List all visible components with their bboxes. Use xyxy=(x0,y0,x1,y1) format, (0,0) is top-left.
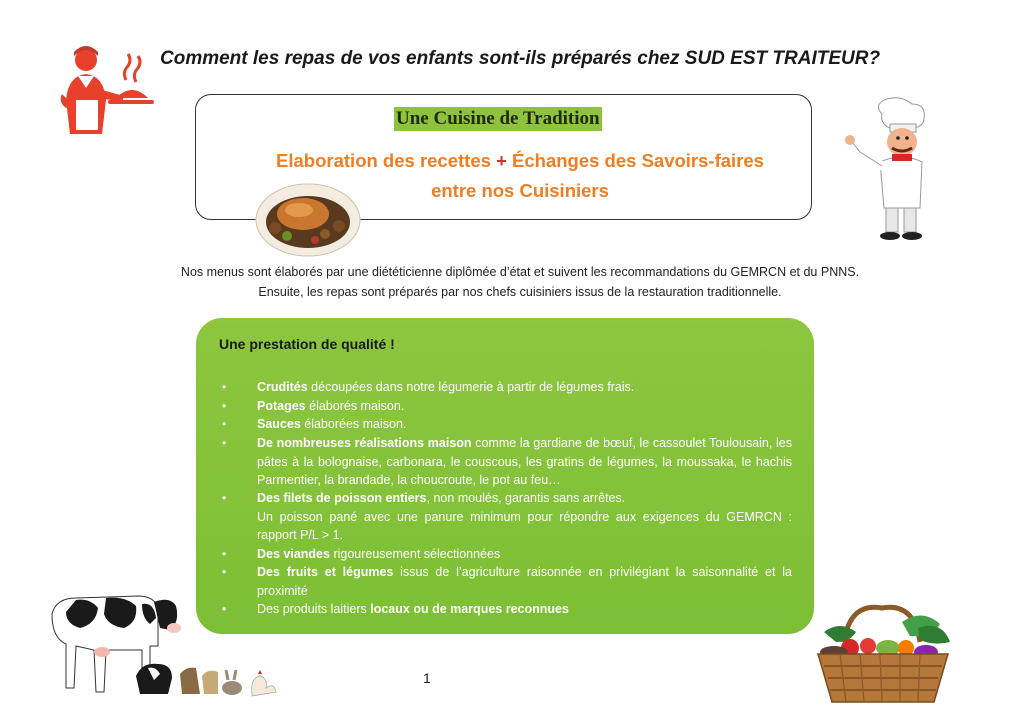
item-bold: Crudités xyxy=(257,380,308,394)
tradition-label: Une Cuisine de Tradition xyxy=(396,108,600,129)
bullet-icon: • xyxy=(222,547,227,561)
quality-heading: Une prestation de qualité ! xyxy=(219,336,395,352)
list-item-meat xyxy=(257,545,792,564)
item-text: élaborés maison. xyxy=(305,399,405,413)
bullet-icon: • xyxy=(222,491,227,505)
tradition-line-1 xyxy=(230,150,810,172)
waiter-illustration xyxy=(52,42,156,142)
item-text: rigoureusement sélectionnées xyxy=(329,547,501,561)
vegetable-basket-illustration xyxy=(810,602,956,706)
page-title: Comment les repas de vos enfants sont-ils préparés chez SUD EST TRAITEUR? xyxy=(160,48,881,69)
item-text: comme la gardiane de bœuf, le cassoulet Toulousain, les pâtes à la bolognaise, carbonara, le couscous, les gratins de légumes, la moussaka, le hachis Parmentier, la brandade, la choucroute, le pot au feu… xyxy=(257,436,792,487)
list-item-dairy xyxy=(257,600,792,619)
plus-sign: + xyxy=(496,150,507,171)
item-extra-text: Un poisson pané avec une panure minimum pour répondre aux exigences du GEMRCN : rapport P/L > 1. xyxy=(257,509,792,542)
recipes-text: Elaboration des recettes xyxy=(276,150,491,171)
farm-animals-illustration xyxy=(46,584,286,704)
item-bold: locaux ou de marques reconnues xyxy=(370,602,569,616)
roast-chicken-image xyxy=(255,176,361,258)
item-bold: Sauces xyxy=(257,417,301,431)
list-item-fish xyxy=(257,489,792,545)
bullet-icon: • xyxy=(222,399,227,413)
bullet-icon: • xyxy=(222,602,227,616)
item-text: , non moulés, garantis sans arrêtes. xyxy=(426,491,626,505)
list-item-potages xyxy=(257,397,792,416)
item-bold: De nombreuses réalisations maison xyxy=(257,436,472,450)
item-text: découpées dans notre légumerie à partir de légumes frais. xyxy=(307,380,635,394)
item-bold: Potages xyxy=(257,399,306,413)
page-number: 1 xyxy=(423,670,431,686)
item-bold: Des viandes xyxy=(257,547,330,561)
item-text: issus de l’agriculture raisonnée en privilégiant la saisonnalité et la proximité xyxy=(257,565,792,598)
item-bold: Des filets de poisson entiers xyxy=(257,491,427,505)
bullet-icon: • xyxy=(222,565,227,579)
bullet-icon: • xyxy=(222,417,227,431)
item-text: élaborées maison. xyxy=(300,417,407,431)
intro-line-1: Nos menus sont élaborés par une diététicienne diplômée d’état et suivent les recommandations du GEMRCN et du PNNS. xyxy=(180,265,860,279)
list-item-crudites xyxy=(257,378,792,397)
list-item-sauces xyxy=(257,415,792,434)
bullet-icon: • xyxy=(222,436,227,450)
list-item-fruits-vegetables xyxy=(257,563,792,600)
tradition-line-2: entre nos Cuisiniers xyxy=(431,180,609,201)
exchanges-text: Échanges des Savoirs-faires xyxy=(512,150,764,171)
chef-illustration xyxy=(840,96,932,244)
item-bold: Des fruits et légumes xyxy=(257,565,394,579)
list-item-homemade xyxy=(257,434,792,490)
item-prefix: Des produits laitiers xyxy=(257,602,371,616)
bullet-icon: • xyxy=(222,380,227,394)
intro-line-2: Ensuite, les repas sont préparés par nos chefs cuisiniers issus de la restauration traditionnelle. xyxy=(258,285,782,299)
